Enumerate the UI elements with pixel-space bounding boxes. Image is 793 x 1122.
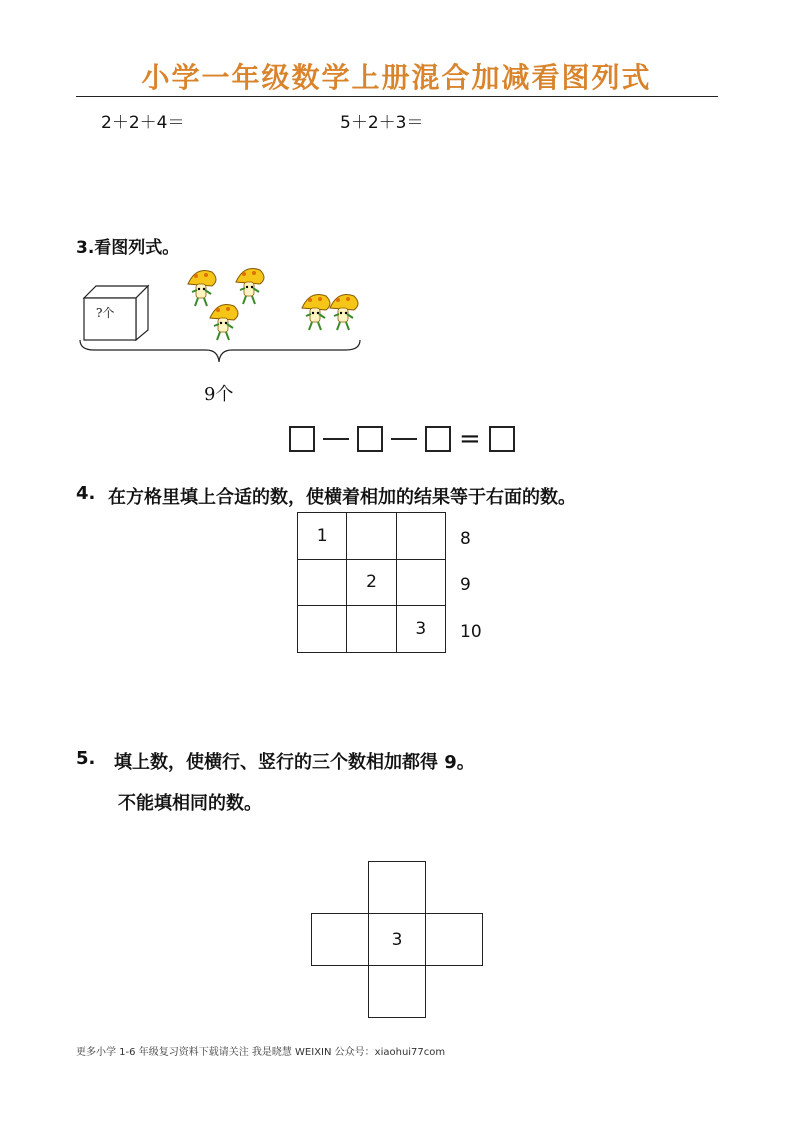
cube-figure (82, 284, 152, 342)
cube-label: ?个 (96, 306, 115, 320)
cross-cell-center: 3 (368, 913, 426, 966)
grid-cell[interactable] (347, 606, 396, 653)
grid-cell[interactable] (397, 513, 446, 560)
answer-box-1[interactable] (289, 426, 315, 452)
equals-sign: = (459, 424, 481, 454)
q5-label: 5. (76, 748, 96, 769)
grid-cell[interactable] (397, 560, 446, 607)
grid-cell[interactable]: 1 (298, 513, 347, 560)
grid-cell[interactable] (298, 560, 347, 607)
mushroom-4 (302, 295, 330, 331)
row-sum-1: 8 (460, 529, 471, 549)
mushroom-1 (188, 271, 216, 307)
row-sum-2: 9 (460, 575, 471, 595)
q4-text: 在方格里填上合适的数，使横着相加的结果等于右面的数。 (108, 487, 576, 508)
title-divider (76, 96, 718, 97)
q5-text-line1: 填上数，使横行、竖行的三个数相加都得 9。 (114, 752, 475, 773)
brace-icon (78, 338, 364, 374)
cross-cell-right[interactable] (425, 913, 483, 966)
q3-label: 3.看图列式。 (76, 238, 180, 258)
q4-grid (297, 512, 446, 653)
equation-left: 2＋2＋4＝ (101, 113, 185, 133)
answer-box-2[interactable] (357, 426, 383, 452)
q5-text-line2: 不能填相同的数。 (118, 793, 262, 814)
mushroom-group (180, 262, 370, 342)
equation-right: 5＋2＋3＝ (340, 113, 424, 133)
answer-equation (289, 426, 515, 452)
grid-cell[interactable] (298, 606, 347, 653)
mushroom-2 (236, 269, 264, 305)
answer-box-3[interactable] (425, 426, 451, 452)
page-title: 小学一年级数学上册混合加减看图列式 (141, 61, 652, 94)
mushroom-5 (330, 295, 358, 331)
q4-label: 4. (76, 483, 96, 504)
minus-sign (323, 438, 349, 440)
cross-grid (311, 861, 483, 1021)
total-label: 9个 (204, 384, 234, 405)
row-sum-3: 10 (460, 622, 482, 642)
footer-text: 更多小学 1-6 年级复习资料下载请关注 我是晓慧 WEIXIN 公众号：xiaohui77com (76, 1047, 446, 1058)
mushroom-3 (210, 305, 238, 341)
grid-cell[interactable] (347, 513, 396, 560)
grid-cell[interactable]: 2 (347, 560, 396, 607)
grid-cell[interactable]: 3 (397, 606, 446, 653)
cross-cell-top[interactable] (368, 861, 426, 914)
answer-box-result[interactable] (489, 426, 515, 452)
minus-sign (391, 438, 417, 440)
cross-cell-bottom[interactable] (368, 965, 426, 1018)
cross-cell-left[interactable] (311, 913, 369, 966)
